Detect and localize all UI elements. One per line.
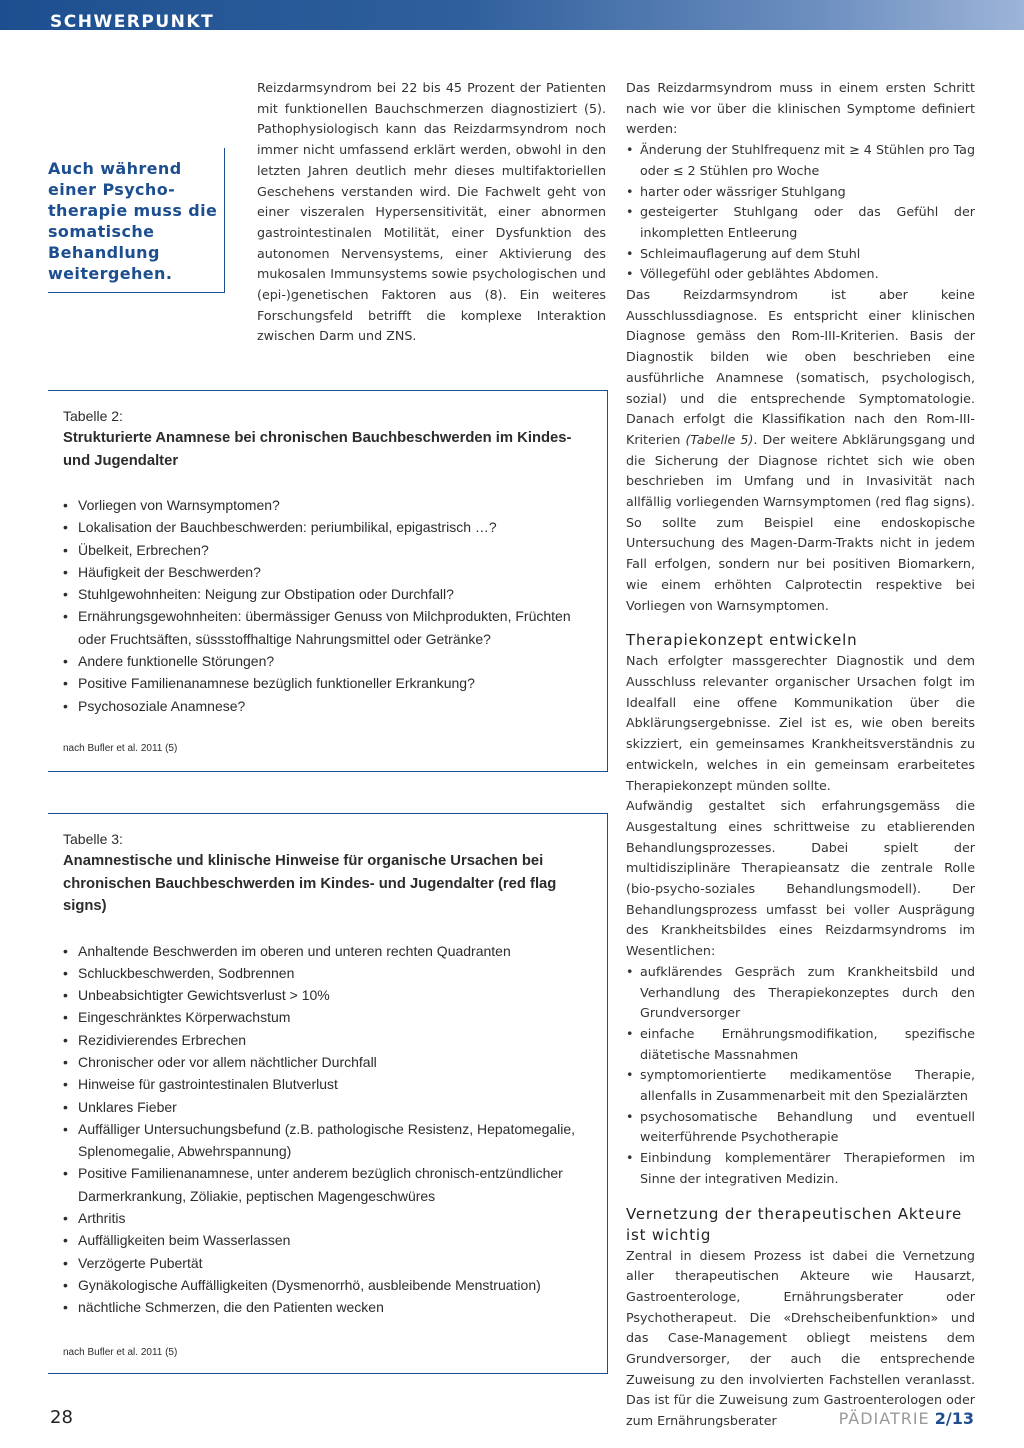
table-2-item: • Positive Familienanamnese bezüglich funktioneller Erkrankung? (63, 672, 585, 694)
pull-quote-text: Auch während einer Psychotherapie muss die somatische Behandlung weitergehen. (48, 159, 218, 283)
table-3-title: Anamnestische und klinische Hinweise für organische Ursachen bei chronischen Bauchbeschwerden im Kindes- und Jugendalter (red flag signs) (63, 853, 557, 914)
symptom-list (626, 140, 975, 285)
table-3-source: nach Bufler et al. 2011 (5) (63, 1347, 178, 1358)
table-2-item: • Vorliegen von Warnsymptomen? (63, 494, 585, 516)
table-3 (48, 813, 608, 1374)
table-2 (48, 390, 608, 772)
table-3-item: • Rezidivierendes Erbrechen (63, 1029, 585, 1051)
table-3-list (63, 940, 585, 1319)
table-3-item: • Anhaltende Beschwerden im oberen und unteren rechten Quadranten (63, 940, 585, 962)
symptom-item: • Änderung der Stuhlfrequenz mit ≥ 4 Stühlen pro Tag oder ≤ 2 Stühlen pro Woche (626, 140, 975, 181)
therapy-item: • symptomorientierte medikamentöse Therapie, allenfalls in Zusammenarbeit mit den Spezialärzten (626, 1065, 975, 1106)
table-2-source: nach Bufler et al. 2011 (5) (63, 743, 178, 754)
heading-network: Vernetzung der therapeutischen Akteure ist wichtig (626, 1204, 963, 1244)
table-2-item: • Andere funktionelle Störungen? (63, 650, 585, 672)
heading-therapy: Therapiekonzept entwickeln (626, 631, 858, 650)
diagnosis-text-2: . Der weitere Abklärungsgang und die Sicherung der Diagnose richtet sich wie oben beschrieben im Umfang und in Invasivität nach allfällig vorliegenden Warnsymptomen (red flag signs). So sollte zum Beispiel eine endoskopische Untersuchung des Magen-Darm-Trakts nicht in jedem Fall erfolgen, sondern nur bei positiven Biomarkern, wie einem erhöhten Calprotectin respektive bei Vorliegen von Warnsymptomen. (626, 431, 975, 613)
table-2-item: • Stuhlgewohnheiten: Neigung zur Obstipation oder Durchfall? (63, 583, 585, 605)
table-2-item: • Lokalisation der Bauchbeschwerden: periumbilikal, epigastrisch …? (63, 516, 585, 538)
table-3-item: • Eingeschränktes Körperwachstum (63, 1006, 585, 1028)
table-3-item: • Positive Familienanamnese, unter anderem bezüglich chronisch-entzündlicher Darmerkrankung, Zöliakie, peptischen Magengeschwüres (63, 1162, 585, 1207)
symptom-intro: Das Reizdarmsyndrom muss in einem ersten Schritt nach wie vor über die klinischen Symptome definiert werden: (626, 80, 975, 137)
middle-column (257, 78, 606, 347)
table-2-item: • Häufigkeit der Beschwerden? (63, 561, 585, 583)
table-3-item: • Auffälligkeiten beim Wasserlassen (63, 1229, 585, 1251)
table-3-item: • Verzögerte Pubertät (63, 1252, 585, 1274)
table-3-item: • Gynäkologische Auffälligkeiten (Dysmenorrhö, ausbleibende Menstruation) (63, 1274, 585, 1296)
publication-footer (839, 1408, 974, 1430)
table-2-title: Strukturierte Anamnese bei chronischen Bauchbeschwerden im Kindes- und Jugendalter (63, 430, 572, 469)
pull-quote-box (48, 148, 225, 293)
page-number: 28 (50, 1407, 73, 1428)
therapy-item: • aufklärendes Gespräch zum Krankheitsbild und Verhandlung des Therapiekonzeptes durch den Grundversorger (626, 962, 975, 1024)
table-2-item: • Ernährungsgewohnheiten: übermässiger Genuss von Milchprodukten, Früchten oder Fruchtsäften, süssstoffhaltige Nahrungsmittel oder Getränke? (63, 605, 585, 650)
table-3-item: • Unklares Fieber (63, 1096, 585, 1118)
therapy-item: • psychosomatische Behandlung und eventuell weiterführende Psychotherapie (626, 1107, 975, 1148)
magazine-name: PÄDIATRIE (838, 1409, 930, 1428)
table-3-label: Tabelle 3: (63, 831, 123, 847)
therapy-paragraph-2: Aufwändig gestaltet sich erfahrungsgemäss die Ausgestaltung eines schrittweise zu etablierenden Behandlungsprozesses. Dabei spielt der multidisziplinäre Therapieansatz die zentrale Rolle (bio-psycho-soziales Behandlungsmodell). Der Behandlungsprozess umfasst bei voller Ausprägung des Krankheitsbildes eines Reizdarmsyndroms im Wesentlichen: (626, 798, 975, 959)
section-label: SCHWERPUNKT (50, 12, 215, 32)
symptom-item: • Schleimauflagerung auf dem Stuhl (626, 244, 975, 265)
table-3-item: • Arthritis (63, 1207, 585, 1229)
symptom-item: • Völlegefühl oder geblähtes Abdomen. (626, 264, 975, 285)
table-2-item: • Psychosoziale Anamnese? (63, 695, 585, 717)
table-3-item: • Auffälliger Untersuchungsbefund (z.B. pathologische Resistenz, Hepatomegalie, Splenomegalie, Abwehrspannung) (63, 1118, 585, 1163)
diagnosis-paragraph (626, 285, 975, 616)
symptom-item: • gesteigerter Stuhlgang oder das Gefühl der inkompletten Entleerung (626, 202, 975, 243)
table-3-item: • Chronischer oder vor allem nächtlicher Durchfall (63, 1051, 585, 1073)
diagnosis-text-1: Das Reizdarmsyndrom ist aber keine Ausschlussdiagnose. Es entspricht einer klinischen Diagnose gemäss den Rom-III-Kriterien. Basis der Diagnostik bilden wie oben beschrieben eine ausführliche Anamnese (somatisch, psychologisch, sozial) und die entsprechende Symptomatologie. Danach erfolgt die Klassifikation nach den Rom-III-Kriterien (626, 287, 975, 447)
table-2-list (63, 494, 585, 717)
therapy-paragraph-1: Nach erfolgter massgerechter Diagnostik und dem Ausschluss relevanter organischer Ursachen folgt im Idealfall eine offene Kommunikation über die Abklärungsergebnisse. Ziel ist es, wie oben bereits skizziert, ein gemeinsames Krankheitsverständnis zu entwickeln, welches in ein gemeinsam erarbeitetes Therapiekonzept münden sollte. (626, 653, 975, 793)
network-paragraph: Zentral in diesem Prozess ist dabei die Vernetzung aller therapeutischen Akteure wie Hausarzt, Gastroenterologe, Ernährungsberater oder Psychotherapeut. Die «Drehscheibenfunktion» und das Case-Management obliegt meistens dem Grundversorger, der auch die entsprechende Zuweisung zu den involvierten Fachstellen veranlasst. Das ist für die Zuweisung zum Gastroenterologen oder zum Ernährungsberater (626, 1247, 975, 1429)
therapy-list (626, 962, 975, 1190)
table-2-item: • Übelkeit, Erbrechen? (63, 539, 585, 561)
table-3-item: • Unbeabsichtigter Gewichtsverlust > 10% (63, 984, 585, 1006)
therapy-item: • einfache Ernährungsmodifikation, spezifische diätetische Massnahmen (626, 1024, 975, 1065)
issue-number: 2/13 (934, 1409, 974, 1428)
right-column (626, 78, 975, 1432)
intro-paragraph: Reizdarmsyndrom bei 22 bis 45 Prozent der Patienten mit funktionellen Bauchschmerzen diagnostiziert (5). Pathophysiologisch kann das Reizdarmsyndrom noch immer nicht umfassend erklärt werden, obwohl in den letzten Jahren deutlich mehr dieses multifaktoriellen Geschehens verstanden wird. Die Fachwelt geht von einer viszeralen Hypersensitivität, einer abnormen gastrointestinalen Motilität, einer Dysfunktion des autonomen Nervensystems, einer Aktivierung des mukosalen Immunsystems sowie psychologischen und (epi-)genetischen Faktoren aus (8). Ein weiteres Forschungsfeld betrifft die komplexe Interaktion zwischen Darm und ZNS. (257, 80, 606, 344)
table-3-item: • nächtliche Schmerzen, die den Patienten wecken (63, 1296, 585, 1318)
symptom-item: • harter oder wässriger Stuhlgang (626, 182, 975, 203)
therapy-item: • Einbindung komplementärer Therapieformen im Sinne der integrativen Medizin. (626, 1148, 975, 1189)
table-3-item: • Hinweise für gastrointestinalen Blutverlust (63, 1073, 585, 1095)
diagnosis-table-ref: (Tabelle 5) (685, 431, 754, 447)
table-2-label: Tabelle 2: (63, 408, 123, 424)
table-3-item: • Schluckbeschwerden, Sodbrennen (63, 962, 585, 984)
